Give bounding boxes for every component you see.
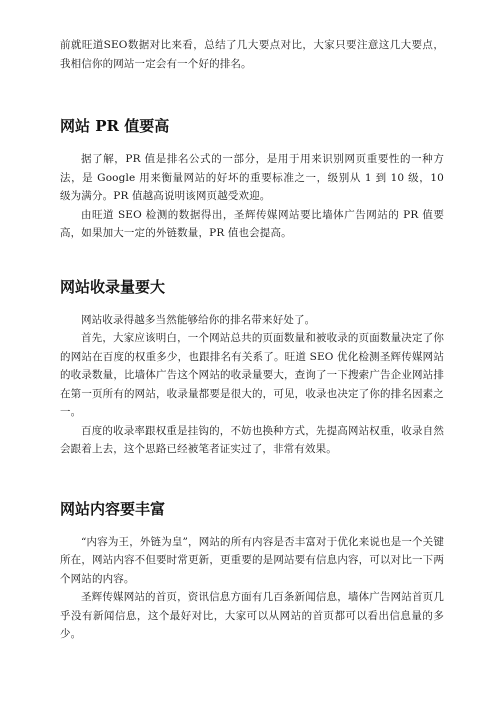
- section-indexing-paragraph-3: 百度的收录率跟权重是挂钩的，不妨也换种方式，先提高网站权重，收录自然会跟着上去，这个思路已经被笔者证实过了，非常有效果。: [60, 424, 444, 455]
- section-indexing-paragraph-1: 网站收录得越多当然能够给你的排名带来好处了。: [81, 313, 316, 326]
- section-pr-paragraph-1: 据了解，PR 值是排名公式的一部分，是用于用来识别网页重要性的一种方法，是 Google 用来衡量网站的好坏的重要标准之一，级别从 1 到 10 级，10 级为满分。PR 值越高说明该网页越受欢迎。: [60, 153, 444, 202]
- section-heading-indexing: 网站收录量要大: [60, 277, 166, 296]
- section-pr-paragraph-2: 由旺道 SEO 检测的数据得出，圣辉传媒网站要比墙体广告网站的 PR 值要高，如果加大一定的外链数量，PR 值也会提高。: [60, 208, 444, 239]
- section-content-paragraph-1: “内容为王，外链为皇”，网站的所有内容是否丰富对于优化来说也是一个关键所在，网站内容不但要时常更新，更重要的是网站要有信息内容，可以对比一下两个网站的内容。: [60, 535, 444, 585]
- section-heading-content: 网站内容要丰富: [60, 499, 166, 518]
- intro-paragraph: 前就旺道SEO数据对比来看，总结了几大要点对比，大家只要注意这几大要点，我相信你的网站一定会有一个好的排名。: [60, 39, 444, 70]
- section-content-paragraph-2: 圣辉传媒网站的首页，资讯信息方面有几百条新闻信息，墙体广告网站首页几乎没有新闻信息，这个最好对比，大家可以从网站的首页都可以看出信息量的多少。: [60, 591, 444, 640]
- document-page: [60, 36, 444, 644]
- section-indexing-paragraph-2: 首先，大家应该明白，一个网站总共的页面数量和被收录的页面数量决定了你的网站在百度的权重多少，也跟排名有关系了。旺道 SEO 优化检测圣辉传媒网站的收录数量，比墙体广告这个网站的收录量要大，查询了一下搜索广告企业网站排在第一页所有的网站，收录量都要是很大的，可见，收录也决定了你的排名因素之一。: [60, 332, 444, 418]
- section-heading-pr: 网站 PR 值要高: [60, 117, 170, 135]
